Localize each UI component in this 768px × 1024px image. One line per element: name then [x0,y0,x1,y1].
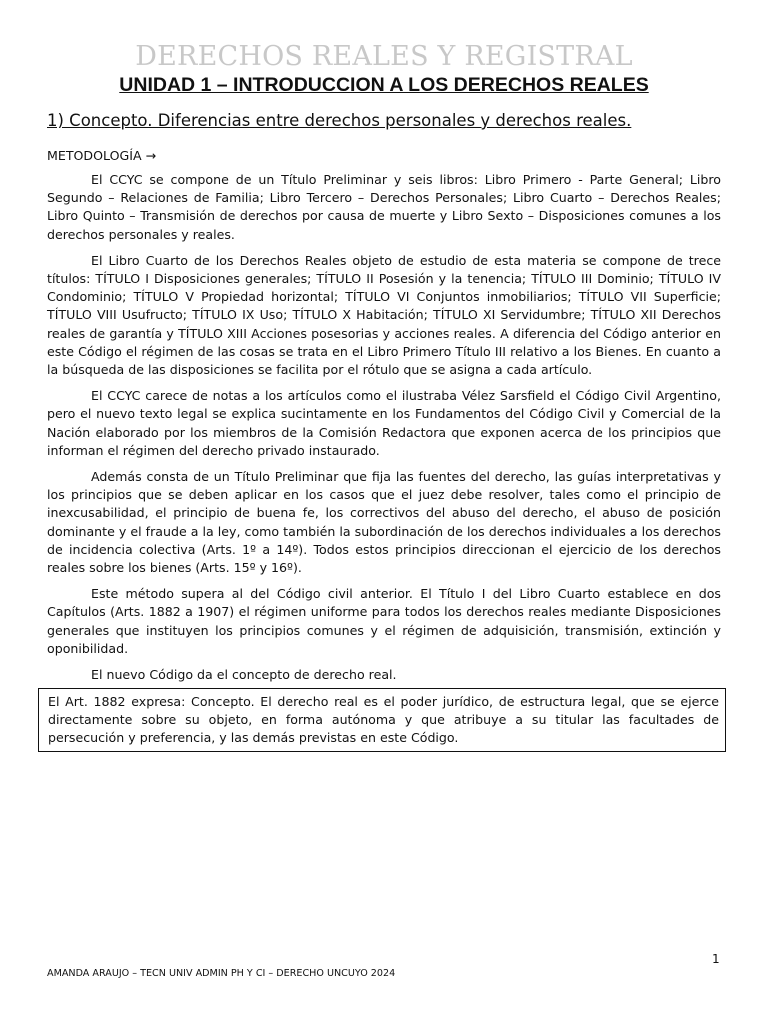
paragraph-metodo: Este método supera al del Código civil anterior. El Título I del Libro Cuarto establece en dos Capítulos (Arts. 1882 a 1907) el régimen uniforme para todos los derechos reales mediante Disposiciones generales que instituyen los principios comunes y el régimen de adquisición, transmisión, extinción y oponibilidad. [47,586,721,656]
paragraph-libros: El CCYC se compone de un Título Preliminar y seis libros: Libro Primero - Parte General; Libro Segundo – Relaciones de Familia; Libro Tercero – Derechos Personales; Libro Cuarto – Derechos Reales; Libro Quinto – Transmisión de derechos por causa de muerte y Libro Sexto – Disposiciones comunes a los derechos personales y reales. [47,172,721,242]
unit-title: UNIDAD 1 – INTRODUCCION A LOS DERECHOS REALES [119,74,649,96]
paragraph-titulo-preliminar: Además consta de un Título Preliminar que fija las fuentes del derecho, las guías interpretativas y los principios que se deben aplicar en los casos que el juez debe resolver, tales como el principio de inexcusabilidad, el principio de buena fe, los correctivos del abuso del derecho, el abuso de posición dominante y el fraude a la ley, como también la subordinación de los derechos individuales a los derechos de incidencia colectiva (Arts. 1º a 14º). Todos estos principios direccionan el ejercicio de los derechos reales sobre los bienes (Arts. 15º y 16º). [47,469,721,576]
paragraph-titulos: El Libro Cuarto de los Derechos Reales objeto de estudio de esta materia se compone de trece títulos: TÍTULO I Disposiciones generales; TÍTULO II Posesión y la tenencia; TÍTULO III Dominio; TÍTULO IV Condominio; TÍTULO V Propiedad horizontal; TÍTULO VI Conjuntos inmobiliarios; TÍTULO VII Superficie; TÍTULO VIII Usufructo; TÍTULO IX Uso; TÍTULO X Habitación; TÍTULO XI Servidumbre; TÍTULO XII Derechos reales de garantía y TÍTULO XIII Acciones posesorias y acciones reales. A diferencia del Código anterior en este Código el régimen de las cosas se trata en el Libro Primero Título III relativo a los Bienes. En cuanto a la búsqueda de las disposiciones se facilita por el rótulo que se asigna a cada artículo. [47,252,721,378]
page-number: 1 [712,952,720,966]
section-heading: 1) Concepto. Diferencias entre derechos personales y derechos reales. [47,111,632,130]
paragraph-concepto: El nuevo Código da el concepto de derecho real. [91,667,397,683]
header-watermark: DERECHOS REALES Y REGISTRAL [135,41,633,72]
methodology-label: METODOLOGÍA → [47,148,157,163]
body-text [47,171,721,692]
article-1882-quote-box: El Art. 1882 expresa: Concepto. El derecho real es el poder jurídico, de estructura legal, que se ejerce directamente sobre su objeto, en forma autónoma y que atribuye a su titular las facultades de persecución y preferencia, y las demás previstas en este Código. [38,688,726,752]
paragraph-notas: El CCYC carece de notas a los artículos como el ilustraba Vélez Sarsfield el Código Civil Argentino, pero el nuevo texto legal se explica sucintamente en los Fundamentos del Código Civil y Comercial de la Nación elaborado por los miembros de la Comisión Redactora que exponen acerca de los principios que informan el régimen del derecho privado instaurado. [47,388,721,458]
footer-author-line: AMANDA ARAUJO – TECN UNIV ADMIN PH Y CI – DERECHO UNCUYO 2024 [47,968,396,979]
